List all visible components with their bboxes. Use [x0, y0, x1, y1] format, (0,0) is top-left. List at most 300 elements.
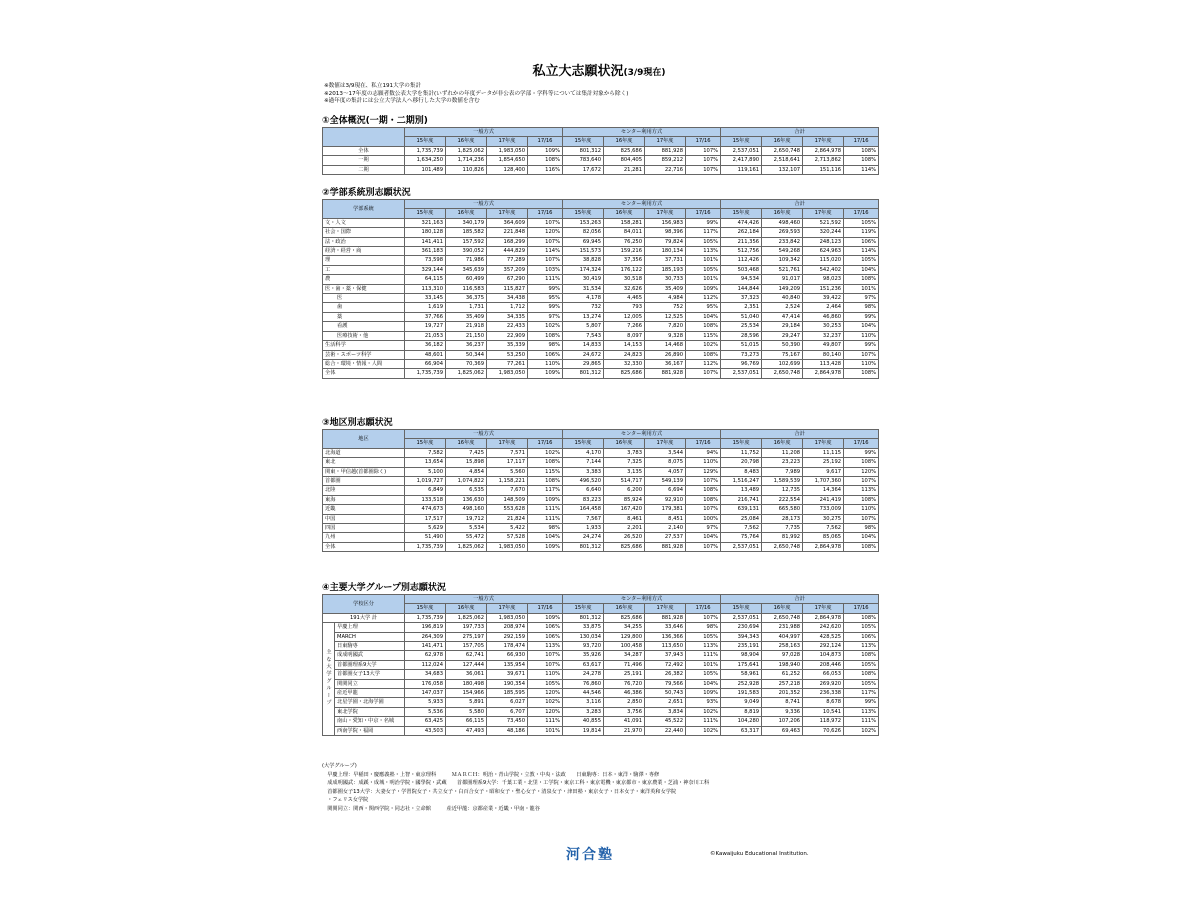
header-year: 16年度	[762, 604, 803, 613]
cell-value: 108%	[844, 670, 879, 679]
legend-line: 成成明國武：成蹊・成城・明治学院・國學院・武蔵 首都圏理系9大学：千葉工業・北里・工学院・東京工科・東京電機・東京都市・東京農業・芝浦・神奈川工科	[322, 780, 710, 787]
table-row	[323, 726, 879, 735]
cell-value: 48,186	[487, 726, 528, 735]
cell-value: 61,252	[762, 670, 803, 679]
cell-value: 158,281	[604, 218, 645, 227]
cell-value: 252,928	[721, 679, 762, 688]
cell-value: 76,860	[563, 679, 604, 688]
cell-value: 7,266	[604, 322, 645, 331]
cell-value: 39,422	[803, 294, 844, 303]
cell-value: 93,720	[563, 642, 604, 651]
cell-value: 115,020	[803, 256, 844, 265]
row-label: 関東・甲信越(首都圏除く)	[323, 467, 405, 476]
header-year: 16年度	[604, 209, 645, 218]
header-year: 17/16	[844, 137, 879, 146]
row-label: 日東駒専	[335, 642, 405, 651]
header-year: 17年度	[803, 209, 844, 218]
cell-value: 180,134	[645, 247, 686, 256]
cell-value: 117%	[686, 228, 721, 237]
cell-value: 105%	[844, 660, 879, 669]
row-label: 全体	[323, 146, 405, 155]
cell-value: 98,023	[803, 275, 844, 284]
header-label-cell: 学部系統	[323, 200, 405, 219]
row-label: 工	[323, 265, 405, 274]
cell-value: 98,904	[721, 651, 762, 660]
note-line: ※2013～17年度の志願者数公表大学を集計(いずれかの年度データが非公表の学部・学科等については集計対象から除く)	[324, 90, 629, 97]
cell-value: 257,218	[762, 679, 803, 688]
cell-value: 57,528	[487, 533, 528, 542]
cell-value: 34,438	[487, 294, 528, 303]
cell-value: 1,983,050	[487, 542, 528, 551]
cell-value: 216,741	[721, 495, 762, 504]
cell-value: 21,053	[405, 331, 446, 340]
cell-value: 141,411	[405, 237, 446, 246]
cell-value: 5,536	[405, 707, 446, 716]
cell-value: 70,626	[803, 726, 844, 735]
cell-value: 222,554	[762, 495, 803, 504]
table-row	[323, 218, 879, 227]
row-label: 理	[323, 256, 405, 265]
cell-value: 117%	[844, 689, 879, 698]
cell-value: 180,498	[446, 679, 487, 688]
cell-value: 178,474	[487, 642, 528, 651]
cell-value: 108%	[528, 331, 563, 340]
cell-value: 248,123	[803, 237, 844, 246]
cell-value: 1,983,050	[487, 369, 528, 378]
cell-value: 113%	[844, 642, 879, 651]
cell-value: 345,639	[446, 265, 487, 274]
row-label: 東海	[323, 495, 405, 504]
region-table	[322, 429, 879, 552]
cell-value: 55,472	[446, 533, 487, 542]
cell-value: 101,489	[405, 165, 446, 174]
cell-value: 2,201	[604, 524, 645, 533]
cell-value: 105%	[686, 670, 721, 679]
cell-value: 37,323	[721, 294, 762, 303]
cell-value: 1,735,739	[405, 369, 446, 378]
cell-value: 13,274	[563, 312, 604, 321]
cell-value: 26,382	[645, 670, 686, 679]
cell-value: 164,458	[563, 505, 604, 514]
group-vertical-text: 主な大学グループ	[325, 648, 332, 707]
row-label: 全体	[323, 369, 405, 378]
cell-value: 24,823	[604, 350, 645, 359]
cell-value: 108%	[844, 369, 879, 378]
cell-value: 108%	[844, 275, 879, 284]
table-row	[323, 467, 879, 476]
header-row-groups	[323, 200, 879, 209]
cell-value: 6,640	[563, 486, 604, 495]
cell-value: 2,713,862	[803, 156, 844, 165]
cell-value: 1,019,727	[405, 477, 446, 486]
cell-value: 8,678	[803, 698, 844, 707]
cell-value: 48,601	[405, 350, 446, 359]
cell-value: 104%	[686, 533, 721, 542]
section-faculty	[322, 188, 878, 379]
cell-value: 5,891	[446, 698, 487, 707]
header-year: 17/16	[528, 137, 563, 146]
cell-value: 167,420	[604, 505, 645, 514]
cell-value: 108%	[528, 458, 563, 467]
cell-value: 40,855	[563, 717, 604, 726]
row-label: 首都圏	[323, 477, 405, 486]
cell-value: 75,167	[762, 350, 803, 359]
cell-value: 1,825,062	[446, 613, 487, 622]
cell-value: 168,299	[487, 237, 528, 246]
cell-value: 127,444	[446, 660, 487, 669]
cell-value: 185,582	[446, 228, 487, 237]
header-year: 17年度	[803, 439, 844, 448]
cell-value: 97,028	[762, 651, 803, 660]
row-label: 二期	[323, 165, 405, 174]
page-title	[318, 60, 880, 79]
cell-value: 3,383	[563, 467, 604, 476]
header-year: 15年度	[721, 137, 762, 146]
cell-value: 5,534	[446, 524, 487, 533]
cell-value: 2,864,978	[803, 542, 844, 551]
table-row	[323, 165, 879, 174]
cell-value: 144,844	[721, 284, 762, 293]
cell-value: 130,034	[563, 632, 604, 641]
cell-value: 29,247	[762, 331, 803, 340]
cell-value: 120%	[528, 689, 563, 698]
cell-value: 2,537,051	[721, 613, 762, 622]
cell-value: 98%	[844, 303, 879, 312]
cell-value: 76,250	[604, 237, 645, 246]
cell-value: 108%	[844, 495, 879, 504]
cell-value: 101%	[686, 256, 721, 265]
header-year: 15年度	[405, 209, 446, 218]
cell-value: 1,854,650	[487, 156, 528, 165]
cell-value: 174,324	[563, 265, 604, 274]
cell-value: 105%	[844, 218, 879, 227]
cell-value: 881,928	[645, 369, 686, 378]
cell-value: 98%	[844, 524, 879, 533]
table-row	[323, 247, 879, 256]
cell-value: 156,983	[645, 218, 686, 227]
cell-value: 71,496	[604, 660, 645, 669]
cell-value: 26,890	[645, 350, 686, 359]
cell-value: 8,483	[721, 467, 762, 476]
cell-value: 19,727	[405, 322, 446, 331]
cell-value: 17,117	[487, 458, 528, 467]
cell-value: 15,898	[446, 458, 487, 467]
cell-value: 106%	[528, 623, 563, 632]
cell-value: 17,517	[405, 514, 446, 523]
cell-value: 120%	[528, 707, 563, 716]
row-label: 関関同立	[335, 679, 405, 688]
section-region	[322, 418, 878, 552]
cell-value: 100,458	[604, 642, 645, 651]
header-year: 16年度	[446, 604, 487, 613]
cell-value: 2,650,748	[762, 146, 803, 155]
cell-value: 801,312	[563, 369, 604, 378]
cell-value: 197,733	[446, 623, 487, 632]
row-label: 北海道	[323, 448, 405, 457]
cell-value: 7,735	[762, 524, 803, 533]
cell-value: 24,278	[563, 670, 604, 679]
cell-value: 36,167	[645, 359, 686, 368]
header-year: 17/16	[844, 439, 879, 448]
header-year: 17年度	[645, 137, 686, 146]
cell-value: 27,537	[645, 533, 686, 542]
cell-value: 881,928	[645, 542, 686, 551]
cell-value: 107%	[528, 256, 563, 265]
cell-value: 180,128	[405, 228, 446, 237]
header-year: 17年度	[487, 604, 528, 613]
cell-value: 104%	[844, 533, 879, 542]
table-row	[323, 505, 879, 514]
cell-value: 32,330	[604, 359, 645, 368]
cell-value: 102%	[686, 707, 721, 716]
table-row	[323, 524, 879, 533]
cell-value: 8,451	[645, 514, 686, 523]
cell-value: 25,192	[803, 458, 844, 467]
header-year: 16年度	[762, 439, 803, 448]
cell-value: 542,402	[803, 265, 844, 274]
table-row	[323, 495, 879, 504]
cell-value: 31,534	[563, 284, 604, 293]
cell-value: 361,183	[405, 247, 446, 256]
section2-title: ②学部系統別志願状況	[322, 188, 411, 198]
cell-value: 1,707,360	[803, 477, 844, 486]
cell-value: 21,918	[446, 322, 487, 331]
cell-value: 106%	[844, 632, 879, 641]
header-year: 16年度	[604, 137, 645, 146]
cell-value: 76,720	[604, 679, 645, 688]
cell-value: 1,735,739	[405, 542, 446, 551]
header-group-1: センター利用方式	[563, 595, 721, 604]
cell-value: 34,287	[604, 651, 645, 660]
cell-value: 107,206	[762, 717, 803, 726]
cell-value: 62,978	[405, 651, 446, 660]
cell-value: 7,582	[405, 448, 446, 457]
cell-value: 5,422	[487, 524, 528, 533]
cell-value: 151,236	[803, 284, 844, 293]
cell-value: 22,440	[645, 726, 686, 735]
cell-value: 119%	[844, 228, 879, 237]
cell-value: 39,671	[487, 670, 528, 679]
cell-value: 80,140	[803, 350, 844, 359]
cell-value: 132,107	[762, 165, 803, 174]
table-row	[323, 613, 879, 622]
cell-value: 33,145	[405, 294, 446, 303]
cell-value: 63,317	[721, 726, 762, 735]
cell-value: 11,752	[721, 448, 762, 457]
cell-value: 109%	[528, 369, 563, 378]
cell-value: 2,537,051	[721, 369, 762, 378]
cell-value: 106%	[528, 632, 563, 641]
notes	[324, 83, 874, 106]
cell-value: 1,983,050	[487, 613, 528, 622]
cell-value: 66,115	[446, 717, 487, 726]
cell-value: 94,534	[721, 275, 762, 284]
cell-value: 881,928	[645, 613, 686, 622]
cell-value: 1,516,247	[721, 477, 762, 486]
cell-value: 2,351	[721, 303, 762, 312]
cell-value: 1,074,822	[446, 477, 487, 486]
cell-value: 14,833	[563, 341, 604, 350]
cell-value: 30,253	[803, 322, 844, 331]
header-year: 17/16	[844, 604, 879, 613]
cell-value: 108%	[844, 156, 879, 165]
header-group-2: 合計	[721, 430, 879, 439]
table-row	[323, 369, 879, 378]
cell-value: 108%	[686, 322, 721, 331]
table-row	[323, 486, 879, 495]
row-label: 西南学院・福岡	[335, 726, 405, 735]
cell-value: 113%	[686, 247, 721, 256]
cell-value: 40,840	[762, 294, 803, 303]
cell-value: 99%	[686, 218, 721, 227]
cell-value: 3,783	[604, 448, 645, 457]
cell-value: 51,040	[721, 312, 762, 321]
cell-value: 114%	[528, 247, 563, 256]
cell-value: 1,731	[446, 303, 487, 312]
cell-value: 62,741	[446, 651, 487, 660]
cell-value: 5,629	[405, 524, 446, 533]
cell-value: 110%	[844, 331, 879, 340]
cell-value: 110,826	[446, 165, 487, 174]
cell-value: 10,541	[803, 707, 844, 716]
group-legend	[322, 762, 878, 814]
cell-value: 1,619	[405, 303, 446, 312]
cell-value: 102%	[686, 341, 721, 350]
cell-value: 71,986	[446, 256, 487, 265]
cell-value: 793	[604, 303, 645, 312]
cell-value: 102%	[686, 726, 721, 735]
cell-value: 118,972	[803, 717, 844, 726]
cell-value: 79,566	[645, 679, 686, 688]
cell-value: 67,290	[487, 275, 528, 284]
table-row	[323, 660, 879, 669]
table-row	[323, 670, 879, 679]
cell-value: 99%	[844, 341, 879, 350]
cell-value: 859,212	[645, 156, 686, 165]
cell-value: 521,761	[762, 265, 803, 274]
cell-value: 1,825,062	[446, 146, 487, 155]
cell-value: 99%	[528, 284, 563, 293]
cell-value: 2,417,890	[721, 156, 762, 165]
table-row	[323, 448, 879, 457]
cell-value: 9,336	[762, 707, 803, 716]
cell-value: 8,075	[645, 458, 686, 467]
cell-value: 6,694	[645, 486, 686, 495]
cell-value: 98%	[528, 341, 563, 350]
cell-value: 2,650,748	[762, 542, 803, 551]
header-year: 17年度	[487, 137, 528, 146]
cell-value: 101%	[844, 284, 879, 293]
cell-value: 20,798	[721, 458, 762, 467]
header-year: 15年度	[563, 439, 604, 448]
cell-value: 503,468	[721, 265, 762, 274]
header-year: 17年度	[487, 439, 528, 448]
cell-value: 2,651	[645, 698, 686, 707]
header-year: 17/16	[686, 137, 721, 146]
cell-value: 110%	[528, 670, 563, 679]
cell-value: 33,646	[645, 623, 686, 632]
cell-value: 102%	[528, 698, 563, 707]
cell-value: 50,390	[762, 341, 803, 350]
cell-value: 110%	[844, 505, 879, 514]
header-year: 17/16	[528, 604, 563, 613]
cell-value: 136,630	[446, 495, 487, 504]
cell-value: 14,153	[604, 341, 645, 350]
cell-value: 115,827	[487, 284, 528, 293]
cell-value: 37,731	[645, 256, 686, 265]
cell-value: 4,178	[563, 294, 604, 303]
cell-value: 113%	[844, 707, 879, 716]
cell-value: 58,961	[721, 670, 762, 679]
cell-value: 108%	[844, 651, 879, 660]
cell-value: 7,562	[721, 524, 762, 533]
cell-value: 19,814	[563, 726, 604, 735]
note-line: ※過年度の集計には公立大学法人へ移行した大学の数値を含む	[324, 98, 480, 105]
cell-value: 34,335	[487, 312, 528, 321]
row-label: 北星学園・北海学園	[335, 698, 405, 707]
legend-line: 首都圏女子13大学：大妻女子・学習院女子・共立女子・白百合女子・昭和女子・聖心女子・清泉女子・津田塾・東京女子・日本女子・東洋英和女学院	[322, 788, 677, 795]
cell-value: 196,819	[405, 623, 446, 632]
table-row	[323, 146, 879, 155]
cell-value: 102,699	[762, 359, 803, 368]
cell-value: 105%	[686, 237, 721, 246]
row-label: 中国	[323, 514, 405, 523]
header-year: 17/16	[686, 439, 721, 448]
cell-value: 201,352	[762, 689, 803, 698]
cell-value: 825,686	[604, 613, 645, 622]
cell-value: 14,364	[803, 486, 844, 495]
cell-value: 99%	[844, 312, 879, 321]
row-label: 一期	[323, 156, 405, 165]
cell-value: 135,954	[487, 660, 528, 669]
header-group-1: センター利用方式	[563, 200, 721, 209]
cell-value: 474,426	[721, 218, 762, 227]
cell-value: 498,460	[762, 218, 803, 227]
cell-value: 72,492	[645, 660, 686, 669]
cell-value: 112,024	[405, 660, 446, 669]
cell-value: 108%	[686, 350, 721, 359]
cell-value: 25,191	[604, 670, 645, 679]
cell-value: 84,011	[604, 228, 645, 237]
cell-value: 7,562	[803, 524, 844, 533]
header-year: 15年度	[721, 439, 762, 448]
cell-value: 115%	[528, 467, 563, 476]
cell-value: 269,920	[803, 679, 844, 688]
cell-value: 94%	[686, 448, 721, 457]
cell-value: 107%	[686, 156, 721, 165]
cell-value: 230,694	[721, 623, 762, 632]
cell-value: 665,580	[762, 505, 803, 514]
cell-value: 35,409	[645, 284, 686, 293]
header-row-years	[323, 137, 879, 146]
cell-value: 112%	[686, 294, 721, 303]
row-label: MARCH	[335, 632, 405, 641]
table-row	[323, 651, 879, 660]
table-row	[323, 284, 879, 293]
title-main: 私立大志願状況	[532, 64, 624, 79]
header-year: 17年度	[645, 209, 686, 218]
cell-value: 95%	[528, 294, 563, 303]
cell-value: 340,179	[446, 218, 487, 227]
cell-value: 129%	[686, 467, 721, 476]
cell-value: 113,650	[645, 642, 686, 651]
table-row	[323, 642, 879, 651]
cell-value: 7,543	[563, 331, 604, 340]
kawaijuku-logo: 河合塾	[566, 847, 614, 863]
row-label: 東北学院	[335, 707, 405, 716]
cell-value: 5,807	[563, 322, 604, 331]
cell-value: 60,499	[446, 275, 487, 284]
